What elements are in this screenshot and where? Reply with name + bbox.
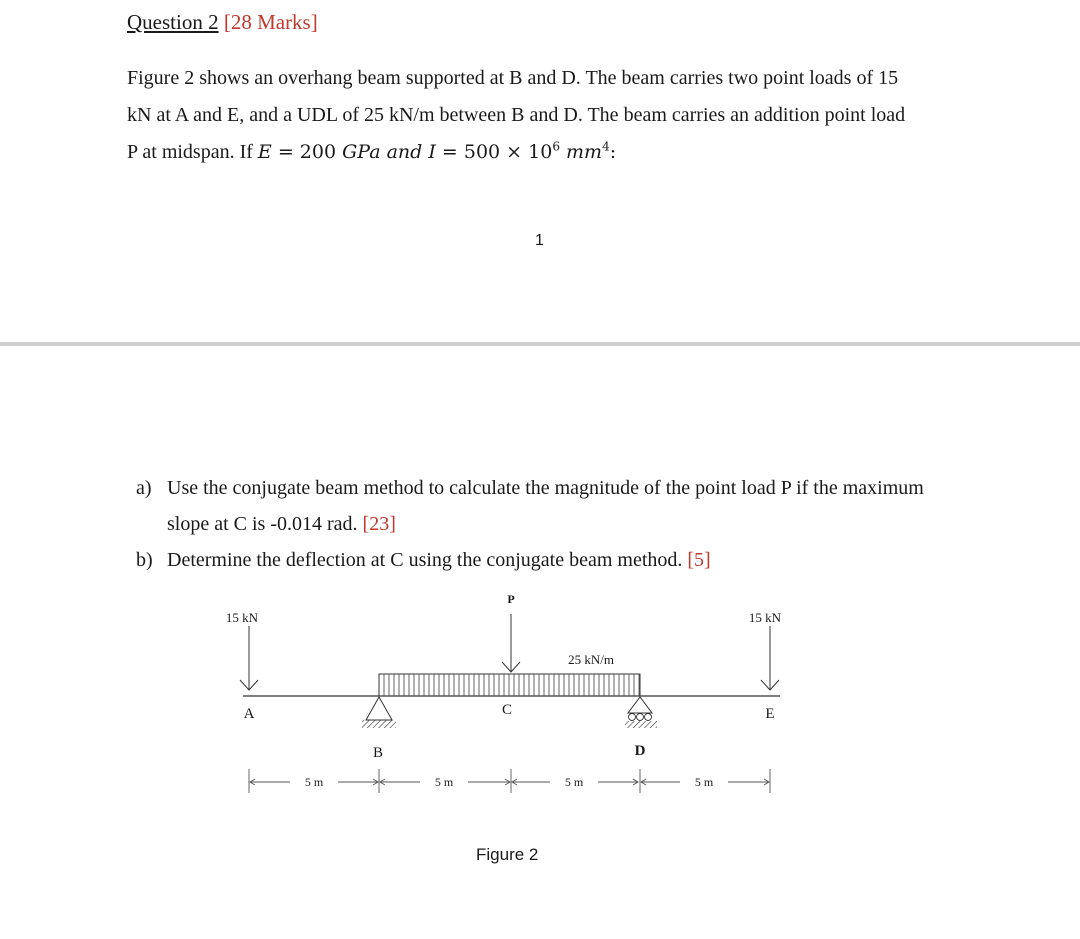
span-de-label: 5 m: [694, 775, 714, 789]
pin-support-b: [362, 697, 396, 728]
question-title: Question 2: [127, 10, 219, 34]
part-a-label: a): [136, 477, 152, 499]
span-ab-label: 5 m: [304, 775, 324, 789]
intro-line-3-text: P at midspan. If: [127, 141, 258, 163]
inertia-unit: mm: [566, 141, 603, 163]
figure-caption: Figure 2: [476, 845, 539, 864]
inertia-unit-exponent: 4: [602, 139, 610, 154]
point-b-label: B: [372, 745, 384, 761]
part-b-text: Determine the deflection at C using the conjugate beam method.: [167, 549, 683, 571]
load-arrow-e: [761, 626, 779, 690]
question-heading: [127, 10, 318, 35]
span-bc-label: 5 m: [434, 775, 454, 789]
load-arrow-p: [502, 614, 520, 672]
part-b-marks: [5]: [687, 549, 711, 571]
part-b: [136, 542, 996, 578]
inertia-symbol: I: [428, 141, 436, 163]
udl-label: 25 kN/m: [568, 652, 614, 667]
load-arrow-a: [240, 626, 258, 690]
page-break-divider: [0, 342, 1080, 346]
question-marks: [28 Marks]: [223, 10, 318, 34]
modulus-unit: GPa: [342, 141, 381, 163]
page-number: 1: [535, 232, 544, 249]
intro-line-2: kN at A and E, and a UDL of 25 kN/m between B and D. The beam carries an addition point load: [127, 104, 906, 126]
point-d-label: D: [634, 743, 646, 759]
point-e-label: E: [765, 706, 775, 722]
part-a-line-2-text: slope at C is -0.014 rad.: [167, 513, 358, 535]
roller-support-d: [625, 697, 657, 728]
modulus-value: = 200: [271, 141, 343, 163]
question-parts: [136, 470, 996, 578]
equation-colon: :: [609, 141, 617, 163]
inertia-value: = 500 × 10: [435, 141, 553, 163]
udl-block: [379, 674, 640, 696]
dimension-line: [249, 769, 770, 793]
load-a-label: 15 kN: [225, 610, 259, 625]
and-text: and: [380, 141, 429, 163]
modulus-symbol: E: [257, 141, 272, 163]
span-cd-label: 5 m: [564, 775, 584, 789]
beam-diagram: [0, 580, 1080, 820]
point-c-label: C: [501, 702, 513, 718]
inertia-exponent: 6: [552, 139, 560, 154]
part-a-marks: [23]: [362, 513, 396, 535]
load-e-label: 15 kN: [748, 610, 782, 625]
material-properties-equation: [258, 141, 616, 163]
point-a-label: A: [243, 706, 255, 722]
load-p-label: P: [507, 592, 515, 606]
intro-paragraph: [127, 60, 967, 171]
part-b-label: b): [136, 549, 153, 571]
part-b-line-1: [167, 542, 996, 578]
part-a-line-2: [167, 506, 996, 542]
intro-line-3: [127, 134, 967, 171]
part-a: [136, 470, 996, 542]
part-a-line-1: Use the conjugate beam method to calculate the magnitude of the point load P if the maximum: [167, 477, 924, 499]
intro-line-1: Figure 2 shows an overhang beam supported at B and D. The beam carries two point loads of 15: [127, 67, 899, 89]
